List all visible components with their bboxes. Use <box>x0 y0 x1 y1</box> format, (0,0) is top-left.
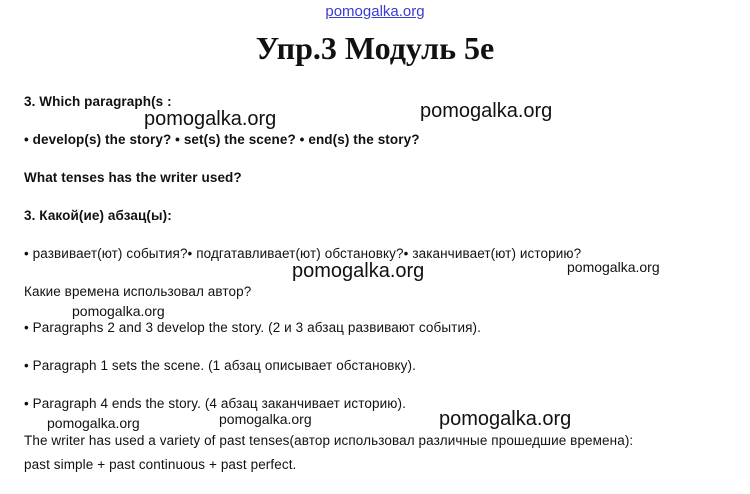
watermark: pomogalka.org <box>420 100 553 122</box>
site-link[interactable]: pomogalka.org <box>325 3 425 20</box>
watermark: pomogalka.org <box>567 259 660 275</box>
answer-tenses-list: past simple + past continuous + past perfect. <box>24 457 297 472</box>
answer-paragraph-4: • Paragraph 4 ends the story. (4 абзац заканчивает историю). <box>24 396 406 411</box>
question-bullets-en: • develop(s) the story? • set(s) the scene? • end(s) the story? <box>24 132 420 147</box>
question-heading-ru: 3. Какой(ие) абзац(ы): <box>24 208 172 223</box>
question-heading-en: 3. Which paragraph(s : <box>24 94 172 109</box>
answer-paragraphs-2-3: • Paragraphs 2 and 3 develop the story. (2 и 3 абзац развивают события). <box>24 320 481 335</box>
watermark: pomogalka.org <box>439 408 572 430</box>
page-title: Упр.3 Модуль 5е <box>255 30 495 66</box>
watermark: pomogalka.org <box>292 260 425 282</box>
answer-tenses: The writer has used a variety of past tenses(автор использовал различные прошедшие времена): <box>24 433 634 448</box>
answer-paragraph-1: • Paragraph 1 sets the scene. (1 абзац описывает обстановку). <box>24 358 416 373</box>
watermark: pomogalka.org <box>144 108 277 130</box>
watermark: pomogalka.org <box>72 303 165 319</box>
watermark: pomogalka.org <box>47 415 140 431</box>
question-bullets-ru: • развивает(ют) события?• подгатавливает(ют) обстановку?• заканчивает(ют) историю? <box>24 246 582 261</box>
question-tenses-ru: Какие времена использовал автор? <box>24 284 252 299</box>
watermark: pomogalka.org <box>219 411 312 427</box>
question-tenses-en: What tenses has the writer used? <box>24 170 242 185</box>
